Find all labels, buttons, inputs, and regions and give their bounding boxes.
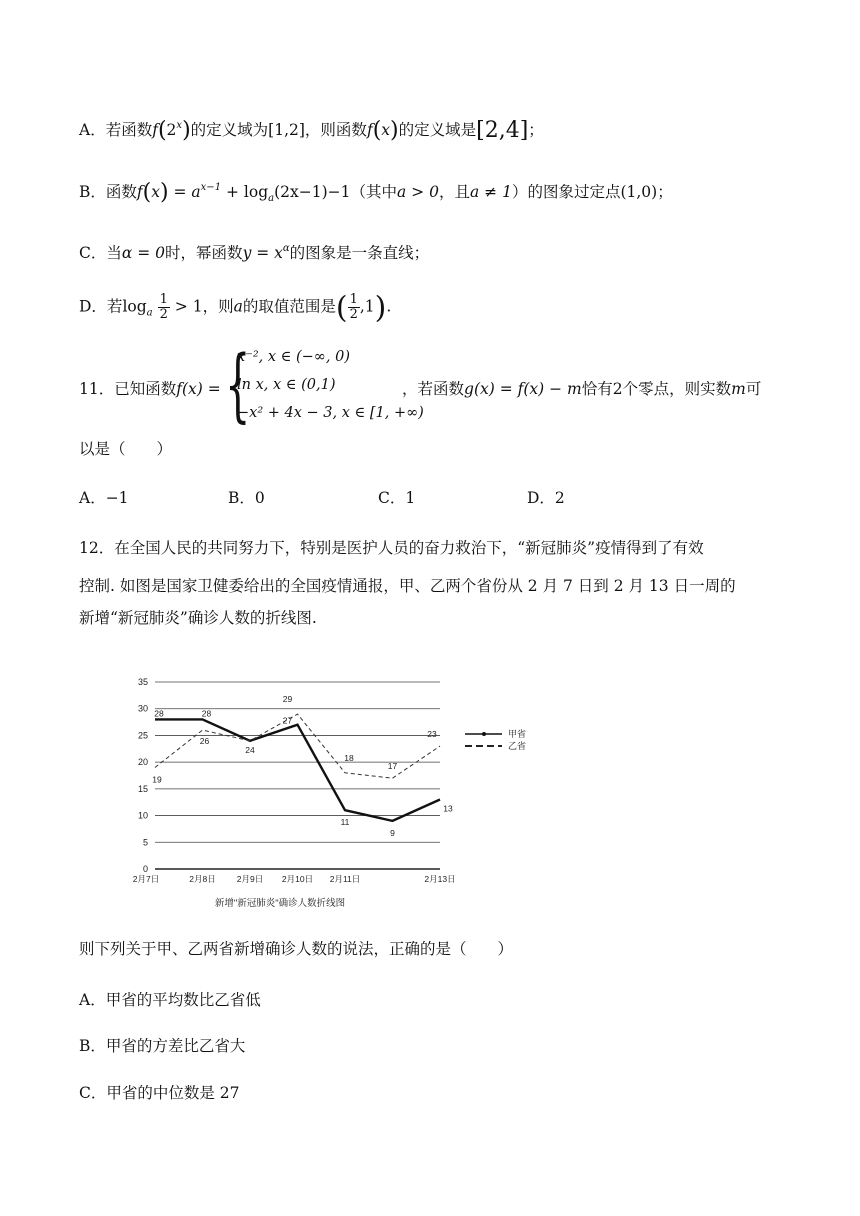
y-tick-label: 0 bbox=[142, 864, 148, 874]
y-tick-label: 30 bbox=[137, 703, 148, 714]
data-label: 27 bbox=[282, 715, 293, 726]
x-tick-label: 2月7日 bbox=[132, 874, 160, 884]
y-tick-label: 10 bbox=[137, 810, 148, 821]
chart-grid bbox=[155, 682, 440, 869]
q10-option-c: C．当α = 0时，幂函数$y = x^\alpha$的图象是一条直线； bbox=[79, 243, 430, 262]
x-tick-label: 2月8日 bbox=[189, 874, 216, 884]
q11-option-a: A．−1 bbox=[79, 489, 129, 507]
q11-option-b: B．0 bbox=[228, 489, 265, 507]
q12-option-b: B．甲省的方差比乙省大 bbox=[79, 1037, 246, 1055]
x-tick-label: 2月11日 bbox=[329, 874, 361, 884]
y-tick-label: 15 bbox=[137, 783, 148, 794]
data-label: 28 bbox=[154, 708, 164, 719]
x-tick-label: 2月10日 bbox=[281, 874, 314, 884]
fraction-half: $\frac{1}{2}$ bbox=[159, 292, 168, 322]
data-label: 18 bbox=[344, 752, 354, 763]
q11-option-d: D．2 bbox=[527, 489, 565, 507]
q11-stem-left: 11．已知函数f(x) = bbox=[79, 380, 221, 398]
q12-question: 则下列关于甲、乙两省新增确诊人数的说法，正确的是（ ） bbox=[79, 940, 514, 958]
y-tick-label: 20 bbox=[137, 757, 148, 768]
data-label: 29 bbox=[282, 694, 293, 705]
series-line-jia bbox=[155, 719, 440, 821]
q11-stem-right: ，若函数g(x) = f(x) − m恰有2个零点，则实数m可 bbox=[402, 380, 762, 398]
x-tick-label: 2月9日 bbox=[236, 874, 264, 884]
chart-x-ticks bbox=[133, 874, 456, 884]
chart-title: 新增"新冠肺炎"确诊人数折线图 bbox=[214, 898, 346, 909]
y-tick-label: 35 bbox=[137, 677, 148, 687]
data-label: 28 bbox=[201, 708, 212, 719]
y-tick-label: 5 bbox=[142, 837, 148, 848]
q12-stem-line1: 12．在全国人民的共同努力下，特别是医护人员的奋力救治下，“新冠肺炎”疫情得到了有效 bbox=[79, 539, 704, 557]
q10-option-d: D．若$\log_a$ $\frac{1}{2}$ > 1，则a的取值范围是( $\frac{1}{2}$ ,1). bbox=[79, 290, 392, 326]
data-label: 9 bbox=[390, 827, 395, 838]
legend-label: 甲省 bbox=[508, 729, 527, 739]
chart-legend bbox=[465, 728, 526, 751]
x-tick-label: 2月13日 bbox=[424, 874, 456, 884]
q12-stem-line3: 新增“新冠肺炎”确诊人数的折线图. bbox=[79, 609, 317, 627]
q12-option-a: A．甲省的平均数比乙省低 bbox=[79, 991, 261, 1009]
q11-stem-line2: 以是（ ） bbox=[79, 440, 173, 458]
q11-option-c: C．1 bbox=[378, 489, 416, 507]
piecewise-case-1: x⁻², x ∈ (−∞, 0) bbox=[237, 349, 350, 365]
line-chart bbox=[120, 672, 560, 912]
data-label: 23 bbox=[427, 729, 437, 740]
piecewise-case-3: −x² + 4x − 3, x ∈ [1, +∞) bbox=[237, 405, 424, 421]
piecewise-function: { x⁻², x ∈ (−∞, 0) ln x, x ∈ (0,1) −x² + 4x − 3, x ∈ [1, +∞) bbox=[225, 338, 424, 431]
q12-option-c: C．甲省的中位数是 27 bbox=[79, 1084, 240, 1102]
data-label: 13 bbox=[443, 803, 453, 814]
data-label: 19 bbox=[152, 774, 162, 785]
y-tick-label: 25 bbox=[137, 730, 148, 741]
piecewise-case-2: ln x, x ∈ (0,1) bbox=[237, 377, 336, 393]
chart-y-ticks bbox=[138, 677, 148, 874]
legend-label: 乙省 bbox=[508, 741, 527, 751]
data-label: 24 bbox=[245, 744, 255, 755]
q12-stem-line2: 控制. 如图是国家卫健委给出的全国疫情通报，甲、乙两个省份从 2 月 7 日到 2 月 13 日一周的 bbox=[79, 577, 736, 595]
legend-marker bbox=[482, 732, 486, 736]
chart-lines bbox=[155, 714, 440, 821]
data-label: 11 bbox=[340, 817, 350, 828]
q10-option-b: B．函数$f(x) = a^{x-1} + \log_a(2x-1)-1$（其中a > 0，且a ≠ 1）的图象过定点(1,0)； bbox=[79, 180, 673, 205]
q10-option-a: A．若函数f(2$^x$)的定义域为[1,2]，则函数f(x)的定义域是[2,4]； bbox=[79, 118, 544, 143]
data-label: 26 bbox=[199, 736, 210, 747]
data-label: 17 bbox=[387, 761, 398, 772]
chart-data-labels bbox=[152, 694, 453, 838]
